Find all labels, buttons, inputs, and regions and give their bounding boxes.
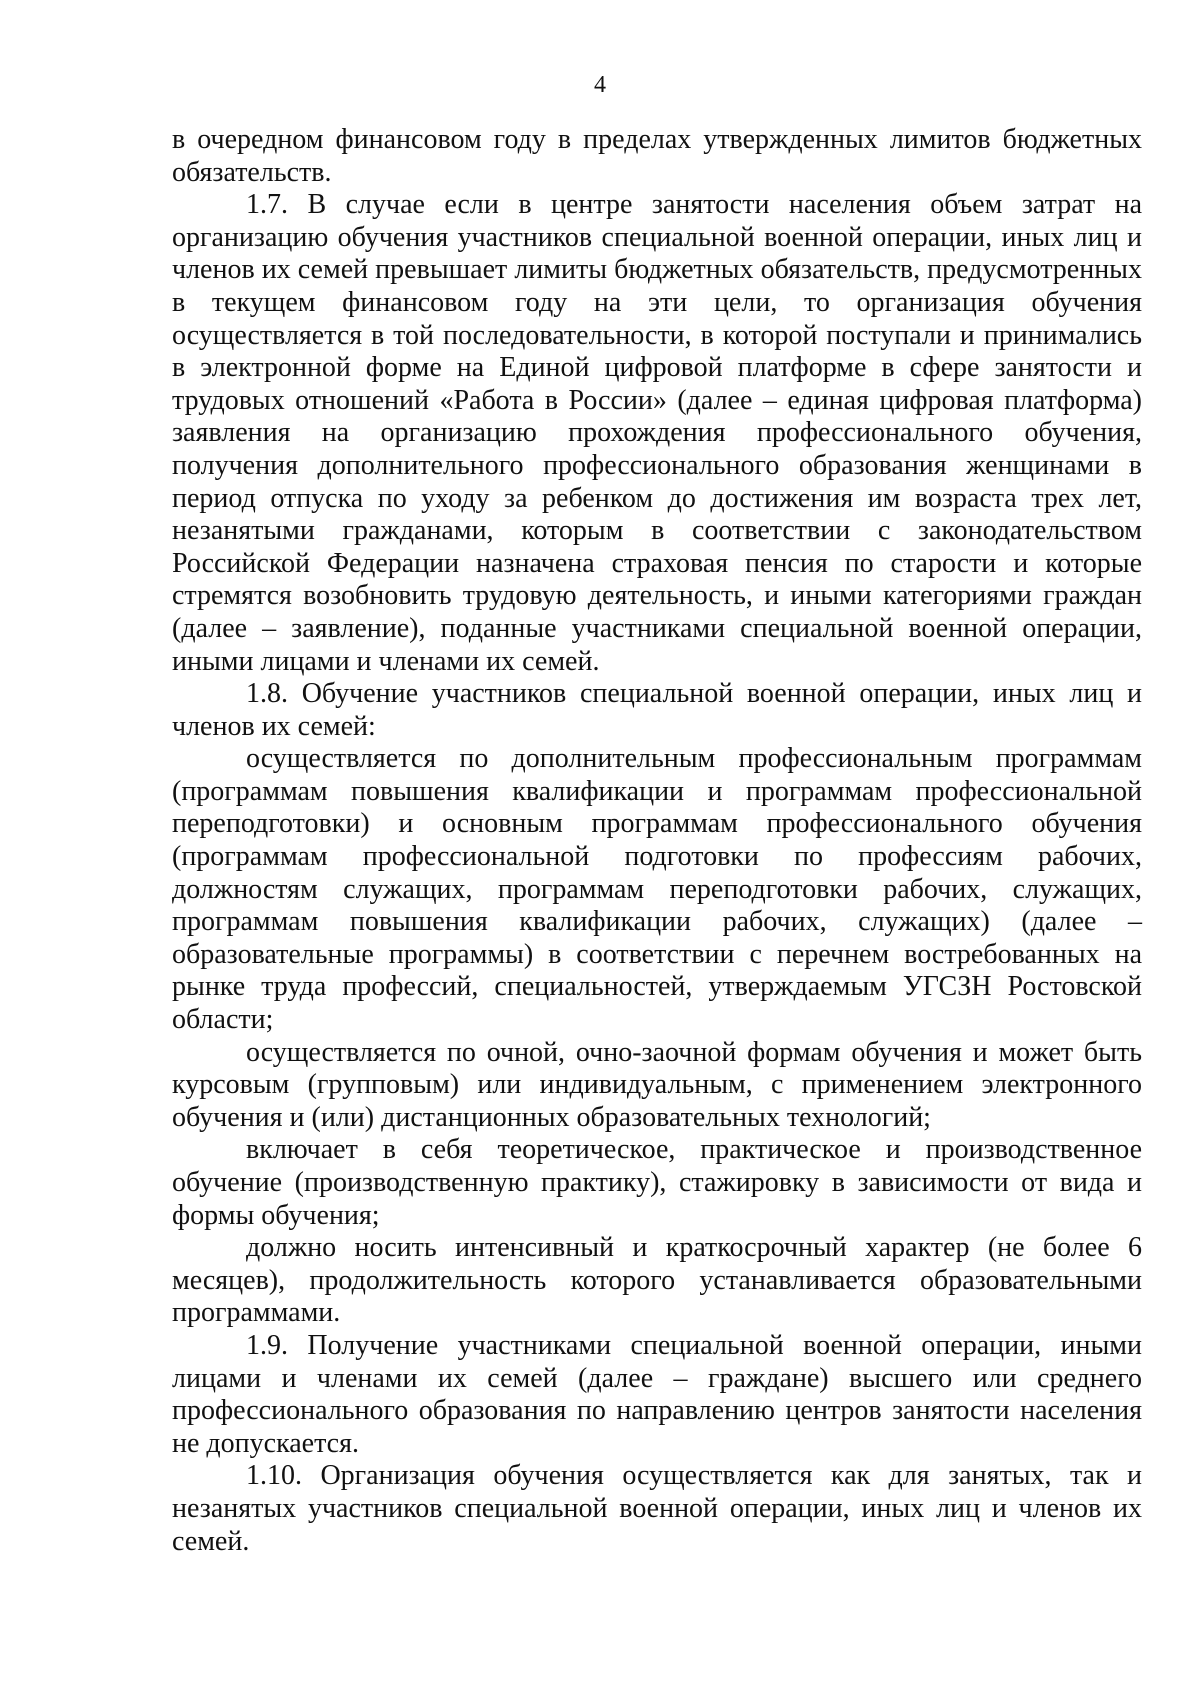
- document-body: [172, 124, 1142, 1558]
- paragraph-1-8: 1.8. Обучение участников специальной военной операции, иных лиц и членов их семей:: [172, 678, 1142, 742]
- paragraph-1-7: 1.7. В случае если в центре занятости населения объем затрат на организацию обучения участников специальной военной операции, иных лиц и членов их семей превышает лимиты бюджетных обязательств, предусмотренных в текущем финансовом году на эти цели, то организация обучения осуществляется в той последовательности, в которой поступали и принимались в электронной форме на Единой цифровой платформе в сфере занятости и трудовых отношений «Работа в России» (далее – единая цифровая платформа) заявления на организацию прохождения профессионального обучения, получения дополнительного профессионального образования женщинами в период отпуска по уходу за ребенком до достижения им возраста трех лет, незанятыми гражданами, которым в соответствии с законодательством Российской Федерации назначена страховая пенсия по старости и которые стремятся возобновить трудовую деятельность, и иными категориями граждан (далее – заявление), поданные участниками специальной военной операции, иными лицами и членами их семей.: [172, 189, 1142, 677]
- paragraph-1-10: 1.10. Организация обучения осуществляется как для занятых, так и незанятых участников специальной военной операции, иных лиц и членов их семей.: [172, 1460, 1142, 1557]
- paragraph-1-8-item-duration: должно носить интенсивный и краткосрочный характер (не более 6 месяцев), продолжительность которого устанавливается образовательными программами.: [172, 1232, 1142, 1329]
- paragraph-1-8-item-programs: осуществляется по дополнительным профессиональным программам (программам повышения квалификации и программам профессиональной переподготовки) и основным программам профессионального обучения (программам профессиональной подготовки по профессиям рабочих, должностям служащих, программам переподготовки рабочих, служащих, программам повышения квалификации рабочих, служащих) (далее – образовательные программы) в соответствии с перечнем востребованных на рынке труда профессий, специальностей, утверждаемым УГСЗН Ростовской области;: [172, 743, 1142, 1036]
- page-number: 4: [594, 72, 606, 98]
- paragraph-1-8-item-forms: осуществляется по очной, очно-заочной формам обучения и может быть курсовым (групповым) или индивидуальным, с применением электронного обучения и (или) дистанционных образовательных технологий;: [172, 1036, 1142, 1133]
- paragraph-1-8-item-content: включает в себя теоретическое, практическое и производственное обучение (производственную практику), стажировку в зависимости от вида и формы обучения;: [172, 1134, 1142, 1231]
- paragraph-continuation: в очередном финансовом году в пределах утвержденных лимитов бюджетных обязательств.: [172, 124, 1142, 188]
- paragraph-1-9: 1.9. Получение участниками специальной военной операции, иными лицами и членами их семей (далее – граждане) высшего или среднего профессионального образования по направлению центров занятости населения не допускается.: [172, 1329, 1142, 1459]
